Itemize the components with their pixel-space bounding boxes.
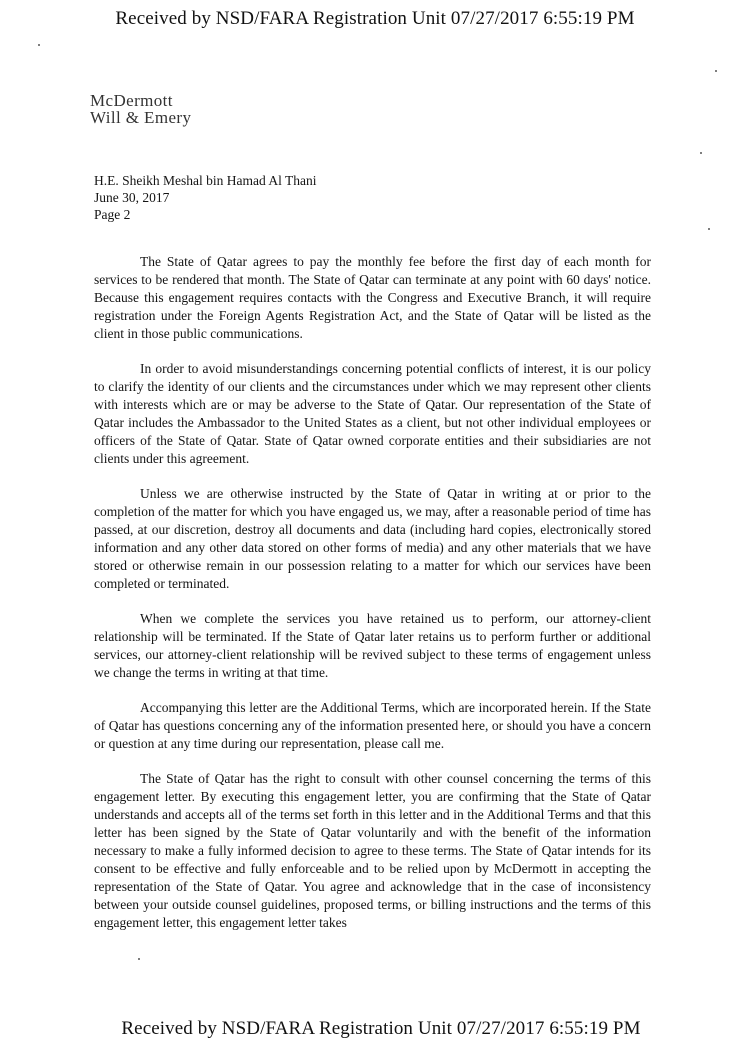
mcdermott-logo [90, 92, 191, 126]
logo-line-2: Will & Emery [90, 108, 192, 127]
scan-speck [38, 44, 40, 46]
scan-speck [700, 152, 702, 154]
paragraph-consent: The State of Qatar has the right to consult with other counsel concerning the terms of this engagement letter. By executing this engagement letter, you are confirming that the State of Qatar understands and accepts all of the terms set forth in this letter and in the Additional Terms and that this letter has been signed by the State of Qatar voluntarily and with the benefit of the information necessary to make a fully informed decision to agree to these terms. The State of Qatar intends for its consent to be effective and fully enforceable and to be relied upon by McDermott in accepting the representation of the State of Qatar. You agree and acknowledge that in the case of inconsistency between your outside counsel guidelines, proposed terms, or billing instructions and the terms of this engagement letter, this engagement letter takes [94, 771, 651, 930]
recipient-name: H.E. Sheikh Meshal bin Hamad Al Thani [94, 173, 317, 188]
scan-speck [708, 228, 710, 230]
letter-date: June 30, 2017 [94, 190, 170, 205]
paragraph-monthly-fee: The State of Qatar agrees to pay the monthly fee before the first day of each month for services to be rendered that month. The State of Qatar can terminate at any point with 60 days' notice. Because this engagement requires contacts with the Congress and Executive Branch, it will require registration under the Foreign Agents Registration Act, and the State of Qatar will be listed as the client in those public communications. [94, 254, 651, 341]
scan-speck [715, 70, 717, 72]
letter-body [94, 253, 651, 949]
paragraph-additional-terms: Accompanying this letter are the Additional Terms, which are incorporated herein. If the State of Qatar has questions concerning any of the information presented here, or should you have a concern or question at any time during our representation, please call me. [94, 700, 651, 751]
logo-line-1: McDermott [90, 91, 173, 110]
paragraph-conflicts-of-interest: In order to avoid misunderstandings concerning potential conflicts of interest, it is our policy to clarify the identity of our clients and the circumstances under which we may represent other clients with interests which are or may be adverse to the State of Qatar. Our representation of the State of Qatar includes the Ambassador to the United States as a client, but not other individual employees or officers of the State of Qatar. State of Qatar owned corporate entities and their subsidiaries are not clients under this agreement. [94, 361, 651, 466]
letter-header [94, 172, 316, 223]
scan-speck [138, 958, 140, 960]
page-number: Page 2 [94, 207, 131, 222]
fara-received-stamp-top: Received by NSD/FARA Registration Unit 07/27/2017 6:55:19 PM [115, 8, 635, 29]
paragraph-document-retention: Unless we are otherwise instructed by the State of Qatar in writing at or prior to the completion of the matter for which you have engaged us, we may, after a reasonable period of time has passed, at our discretion, destroy all documents and data (including hard copies, electronically stored information and any other data stored on other forms of media) and any other materials that we have stored or otherwise remain in our possession relating to a matter for which our services have been completed or terminated. [94, 486, 651, 591]
paragraph-termination: When we complete the services you have retained us to perform, our attorney-client relationship will be terminated. If the State of Qatar later retains us to perform further or additional services, our attorney-client relationship will be revived subject to these terms of engagement unless we change the terms in writing at that time. [94, 611, 651, 680]
fara-received-stamp-bottom: Received by NSD/FARA Registration Unit 07/27/2017 6:55:19 PM [121, 1018, 641, 1039]
